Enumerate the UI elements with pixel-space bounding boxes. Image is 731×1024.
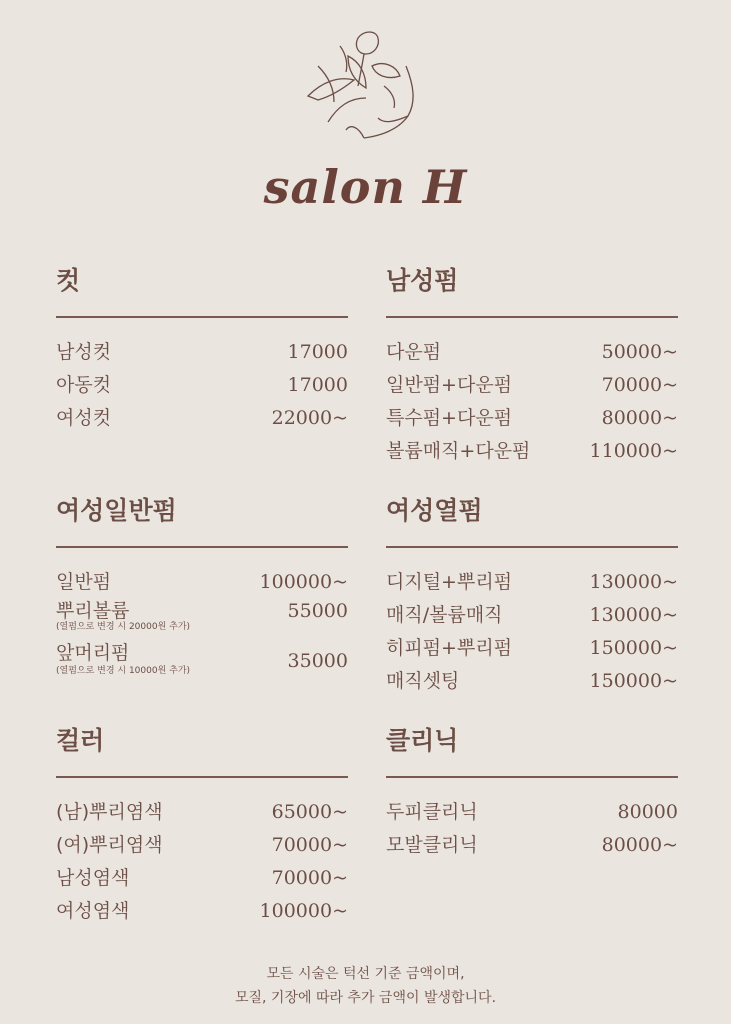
- footer-note: [0, 962, 731, 1010]
- section-title: 클리닉: [386, 726, 459, 755]
- menu-item: [386, 336, 678, 369]
- menu-item-price: 70000~: [271, 867, 348, 889]
- menu-item: [386, 566, 678, 599]
- menu-item-name: 매직셋팅: [386, 670, 460, 692]
- menu-item-name: 남성염색: [56, 867, 130, 889]
- menu-item-price: 100000~: [259, 900, 348, 922]
- section-color: [56, 724, 348, 928]
- menu-item-price: 110000~: [589, 440, 678, 462]
- menu-item: [56, 369, 348, 402]
- divider: [56, 546, 348, 548]
- menu-item-price: 22000~: [271, 407, 348, 429]
- divider: [56, 776, 348, 778]
- menu-item: [56, 829, 348, 862]
- menu-item-name: 아동컷: [56, 374, 112, 396]
- menu-list: [386, 336, 678, 468]
- menu-item-name: 여성염색: [56, 900, 130, 922]
- menu-item-price: 65000~: [271, 801, 348, 823]
- menu-item: [386, 796, 678, 829]
- footer-line: 모든 시술은 턱선 기준 금액이며,: [266, 966, 465, 982]
- brand-title: salon H: [263, 160, 468, 214]
- menu-item: [56, 336, 348, 369]
- menu-item-name: (여)뿌리염색: [56, 834, 163, 856]
- menu-item-name: 매직/볼륨매직: [386, 604, 503, 626]
- section-title: 여성일반펌: [56, 496, 177, 525]
- menu-item-name: 다운펌: [386, 341, 442, 363]
- menu-item-price: 150000~: [589, 637, 678, 659]
- menu-item-note: (열펌으로 변경 시 20000원 추가): [56, 622, 191, 632]
- menu-item: [56, 566, 348, 599]
- menu-item: [56, 599, 348, 623]
- divider: [386, 546, 678, 548]
- menu-item-price: 130000~: [589, 571, 678, 593]
- divider: [386, 316, 678, 318]
- menu-item-price: 80000: [617, 801, 678, 823]
- menu-item: [56, 862, 348, 895]
- section-title: 남성펌: [386, 266, 459, 295]
- menu-item-price: 150000~: [589, 670, 678, 692]
- divider: [56, 316, 348, 318]
- menu-list: [386, 796, 678, 862]
- menu-item-name: 뿌리볼륨: [56, 600, 130, 622]
- menu-item-name: 모발클리닉: [386, 834, 478, 856]
- menu-item-name: 볼륨매직+다운펌: [386, 440, 531, 462]
- section-womens-heat-perm: [386, 494, 678, 698]
- menu-item-name: 디지털+뿌리펌: [386, 571, 513, 593]
- menu-item-price: 50000~: [601, 341, 678, 363]
- section-title: 컷: [56, 266, 81, 295]
- menu-item: [56, 895, 348, 928]
- menu-item-note: (열펌으로 변경 시 10000원 추가): [56, 666, 191, 676]
- menu-item: [56, 796, 348, 829]
- section-cut: [56, 264, 348, 435]
- menu-item: [386, 665, 678, 698]
- menu-item-name: 여성컷: [56, 407, 112, 429]
- menu-item-price: 70000~: [271, 834, 348, 856]
- menu-item-price: 17000: [287, 341, 348, 363]
- menu-item-price: 35000: [287, 650, 348, 672]
- menu-list: [56, 796, 348, 928]
- section-title: 컬러: [56, 726, 105, 755]
- menu-item-name: (남)뿌리염색: [56, 801, 163, 823]
- menu-item-price: 70000~: [601, 374, 678, 396]
- menu-list: [56, 336, 348, 435]
- menu-item-price: 130000~: [589, 604, 678, 626]
- menu-item-price: 80000~: [601, 834, 678, 856]
- menu-list: [386, 566, 678, 698]
- menu-item-name: 남성컷: [56, 341, 112, 363]
- section-clinic: [386, 724, 678, 862]
- footer-line: 모질, 기장에 따라 추가 금액이 발생합니다.: [234, 990, 497, 1006]
- menu-item-name: 히피펌+뿌리펌: [386, 637, 513, 659]
- menu-item-price: 55000: [287, 600, 348, 622]
- menu-item-name: 일반펌: [56, 571, 112, 593]
- menu-item-name: 앞머리펌: [56, 642, 130, 664]
- menu-item-price: 17000: [287, 374, 348, 396]
- section-womens-perm: [56, 494, 348, 683]
- menu-item: [386, 829, 678, 862]
- menu-item: [386, 402, 678, 435]
- menu-item: [386, 369, 678, 402]
- menu-item: [386, 599, 678, 632]
- menu-item-price: 80000~: [601, 407, 678, 429]
- menu-item: [386, 435, 678, 468]
- menu-list: [56, 566, 348, 677]
- divider: [386, 776, 678, 778]
- menu-item: [386, 632, 678, 665]
- flower-face-line-art-icon: [288, 26, 430, 144]
- section-title: 여성열펌: [386, 496, 483, 525]
- section-mens-perm: [386, 264, 678, 468]
- menu-item-name: 두피클리닉: [386, 801, 478, 823]
- menu-item-name: 특수펌+다운펌: [386, 407, 513, 429]
- menu-item: [56, 402, 348, 435]
- menu-item-price: 100000~: [259, 571, 348, 593]
- menu-item-name: 일반펌+다운펌: [386, 374, 513, 396]
